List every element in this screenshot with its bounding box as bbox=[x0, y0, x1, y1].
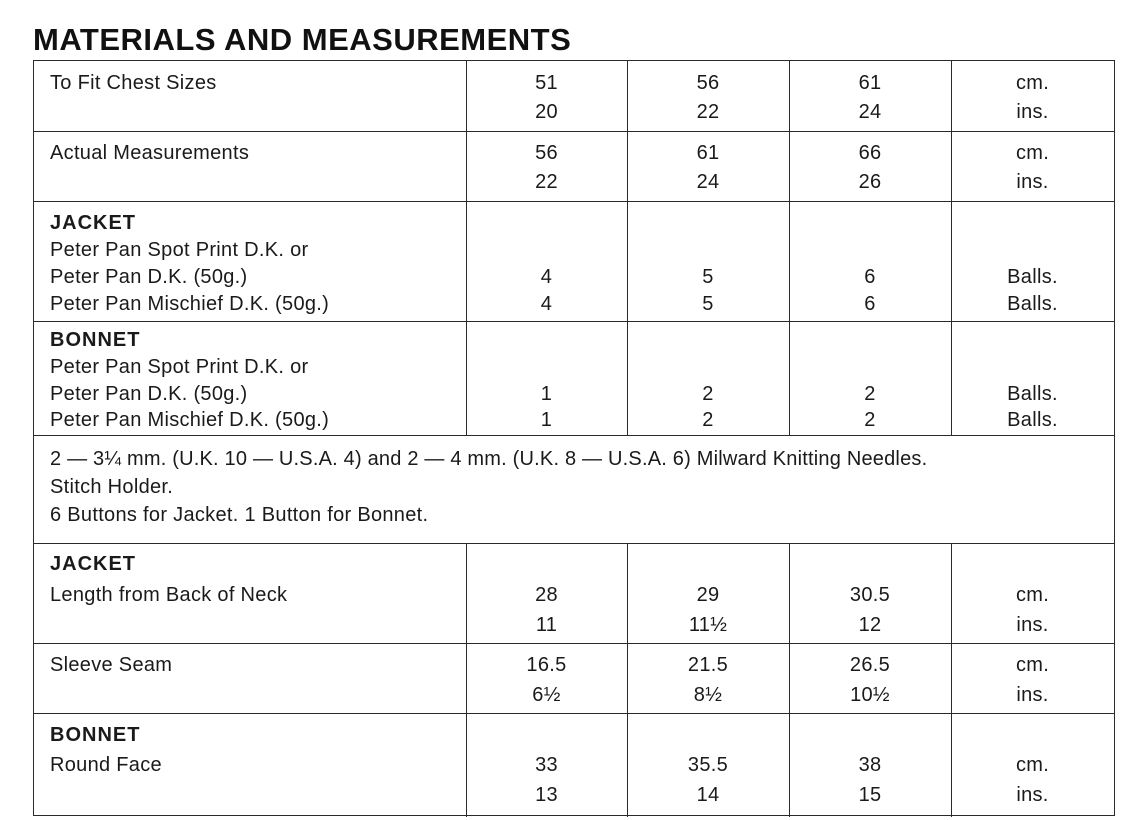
chest-cm-3: 61 bbox=[858, 72, 882, 94]
round-face-label: Round Face bbox=[50, 754, 162, 776]
round-face-cm-3: 38 bbox=[858, 754, 882, 776]
jacket-yarn-mischief-3: 6 bbox=[864, 293, 876, 315]
jacket-yarn-dk-3: 6 bbox=[864, 266, 876, 288]
jacket-yarn-line-2: Peter Pan D.K. (50g.) bbox=[50, 266, 248, 288]
actual-measurements-label: Actual Measurements bbox=[50, 142, 250, 164]
stitch-holder-line: Stitch Holder. bbox=[50, 476, 174, 498]
bonnet-yarn-mischief-unit: Balls. bbox=[1007, 409, 1058, 431]
row-divider bbox=[34, 201, 1114, 202]
round-face-cm-1: 33 bbox=[535, 754, 558, 776]
sleeve-ins-3: 10½ bbox=[850, 684, 890, 706]
bonnet-yarn-line-2: Peter Pan D.K. (50g.) bbox=[50, 383, 248, 405]
sleeve-cm-3: 26.5 bbox=[849, 654, 891, 676]
round-face-ins-3: 15 bbox=[858, 784, 882, 806]
bonnet-yarn-heading: BONNET bbox=[50, 329, 141, 351]
jacket-yarn-dk-2: 5 bbox=[702, 266, 714, 288]
jacket-length-ins-2: 11½ bbox=[688, 614, 728, 636]
jacket-yarn-mischief-1: 4 bbox=[540, 293, 553, 315]
row-divider bbox=[34, 321, 1114, 322]
bonnet-yarn-dk-2: 2 bbox=[702, 383, 714, 405]
buttons-line: 6 Buttons for Jacket. 1 Button for Bonnet. bbox=[50, 504, 429, 526]
bonnet-yarn-mischief-1: 1 bbox=[540, 409, 553, 431]
sleeve-cm-unit: cm. bbox=[1015, 654, 1050, 676]
chest-ins-2: 22 bbox=[696, 101, 720, 123]
jacket-length-cm-1: 28 bbox=[535, 584, 558, 606]
row-divider bbox=[34, 543, 1114, 544]
sleeve-ins-1: 6½ bbox=[532, 684, 561, 706]
jacket-length-cm-3: 30.5 bbox=[849, 584, 891, 606]
actual-ins-unit: ins. bbox=[1016, 171, 1049, 193]
bonnet-yarn-line-1: Peter Pan Spot Print D.K. or bbox=[50, 356, 309, 378]
round-face-ins-unit: ins. bbox=[1016, 784, 1049, 806]
round-face-cm-2: 35.5 bbox=[687, 754, 729, 776]
actual-cm-1: 56 bbox=[535, 142, 558, 164]
jacket-yarn-mischief-2: 5 bbox=[702, 293, 714, 315]
page-title: MATERIALS AND MEASUREMENTS bbox=[33, 22, 572, 57]
jacket-yarn-line-1: Peter Pan Spot Print D.K. or bbox=[50, 239, 309, 261]
jacket-yarn-mischief-unit: Balls. bbox=[1007, 293, 1058, 315]
bonnet-yarn-mischief-2: 2 bbox=[702, 409, 714, 431]
jacket-length-label: Length from Back of Neck bbox=[50, 584, 288, 606]
actual-cm-3: 66 bbox=[858, 142, 882, 164]
jacket-length-ins-unit: ins. bbox=[1016, 614, 1049, 636]
actual-ins-3: 26 bbox=[858, 171, 882, 193]
chest-cm-unit: cm. bbox=[1015, 72, 1050, 94]
jacket-length-cm-unit: cm. bbox=[1015, 584, 1050, 606]
bonnet-yarn-line-3: Peter Pan Mischief D.K. (50g.) bbox=[50, 409, 330, 431]
row-divider bbox=[34, 713, 1114, 714]
row-divider bbox=[34, 131, 1114, 132]
chest-sizes-label: To Fit Chest Sizes bbox=[50, 72, 217, 94]
chest-cm-1: 51 bbox=[535, 72, 558, 94]
chest-cm-2: 56 bbox=[696, 72, 720, 94]
sleeve-ins-unit: ins. bbox=[1016, 684, 1049, 706]
actual-cm-2: 61 bbox=[696, 142, 720, 164]
bonnet-yarn-dk-3: 2 bbox=[864, 383, 876, 405]
jacket-length-cm-2: 29 bbox=[696, 584, 720, 606]
row-divider bbox=[34, 435, 1114, 436]
jacket-length-ins-1: 11 bbox=[535, 614, 558, 636]
sleeve-ins-2: 8½ bbox=[693, 684, 723, 706]
round-face-ins-1: 13 bbox=[535, 784, 558, 806]
actual-ins-1: 22 bbox=[535, 171, 558, 193]
jacket-length-heading: JACKET bbox=[50, 553, 137, 575]
sleeve-cm-2: 21.5 bbox=[687, 654, 729, 676]
sleeve-seam-label: Sleeve Seam bbox=[50, 654, 173, 676]
needles-line: 2 — 3¼ mm. (U.K. 10 — U.S.A. 4) and 2 — 4 mm. (U.K. 8 — U.S.A. 6) Milward Knitting Needles. bbox=[50, 448, 928, 470]
sleeve-cm-1: 16.5 bbox=[526, 654, 567, 676]
chest-ins-1: 20 bbox=[535, 101, 558, 123]
bonnet-yarn-dk-unit: Balls. bbox=[1007, 383, 1058, 405]
jacket-yarn-line-3: Peter Pan Mischief D.K. (50g.) bbox=[50, 293, 330, 315]
actual-cm-unit: cm. bbox=[1015, 142, 1050, 164]
chest-ins-3: 24 bbox=[858, 101, 882, 123]
jacket-length-ins-3: 12 bbox=[858, 614, 882, 636]
bonnet-yarn-mischief-3: 2 bbox=[864, 409, 876, 431]
jacket-yarn-dk-1: 4 bbox=[540, 266, 553, 288]
actual-ins-2: 24 bbox=[696, 171, 720, 193]
bonnet-yarn-dk-1: 1 bbox=[540, 383, 553, 405]
row-divider bbox=[34, 643, 1114, 644]
jacket-yarn-heading: JACKET bbox=[50, 212, 137, 234]
bonnet-face-heading: BONNET bbox=[50, 724, 141, 746]
measurements-table bbox=[33, 60, 1115, 816]
chest-ins-unit: ins. bbox=[1016, 101, 1049, 123]
jacket-yarn-dk-unit: Balls. bbox=[1007, 266, 1058, 288]
round-face-cm-unit: cm. bbox=[1015, 754, 1050, 776]
round-face-ins-2: 14 bbox=[696, 784, 720, 806]
